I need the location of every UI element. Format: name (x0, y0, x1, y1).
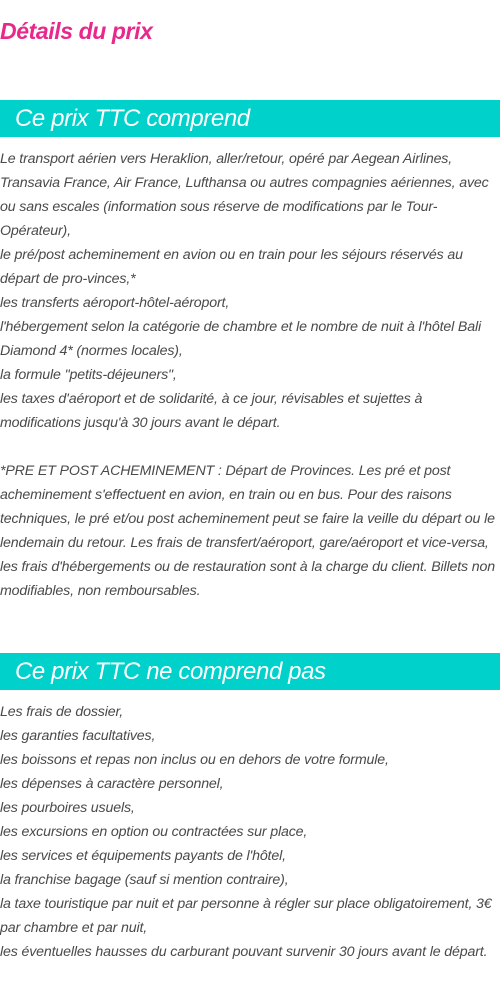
list-item: les transferts aéroport-hôtel-aéroport, (0, 295, 230, 311)
list-item: les excursions en option ou contractées sur place, (0, 824, 308, 840)
list-item: la franchise bagage (sauf si mention contraire), (0, 872, 289, 888)
acheminement-note (0, 459, 500, 603)
list-item: les services et équipements payants de l'hôtel, (0, 848, 286, 864)
list-item: l'hébergement selon la catégorie de chambre et le nombre de nuit à l'hôtel Bali Diamond 4* (normes locales), (0, 319, 481, 359)
list-item: le pré/post acheminement en avion ou en train pour les séjours réservés au départ de pro-vinces,* (0, 247, 463, 287)
note-paragraph: *PRE ET POST ACHEMINEMENT : Départ de Provinces. Les pré et post acheminement s'effectuent en avion, en train ou en bus. Pour des raisons techniques, le pré et/ou post acheminement peut se faire la veille du départ ou le lendemain du retour. Les frais de transfert/aéroport, gare/aéroport et vice-versa, les frais d'hébergements ou de restauration sont à la charge du client. Billets non modifiables, non remboursables. (0, 463, 496, 599)
includes-list (0, 147, 500, 435)
list-item: Le transport aérien vers Heraklion, aller/retour, opéré par Aegean Airlines, Transavia France, Air France, Lufthansa ou autres compagnies aériennes, avec ou sans escales (information sous réserve de modifications par le Tour-Opérateur), (0, 151, 489, 239)
list-item: la taxe touristique par nuit et par personne à régler sur place obligatoirement, 3€ par chambre et par nuit, (0, 896, 492, 936)
list-item: les éventuelles hausses du carburant pouvant survenir 30 jours avant le départ. (0, 944, 488, 960)
list-item: la formule "petits-déjeuners", (0, 367, 177, 383)
section-header-includes: Ce prix TTC comprend (0, 100, 500, 137)
list-item: les taxes d'aéroport et de solidarité, à ce jour, révisables et sujettes à modifications jusqu'à 30 jours avant le départ. (0, 391, 423, 431)
list-item: Les frais de dossier, (0, 704, 124, 720)
list-item: les boissons et repas non inclus ou en dehors de votre formule, (0, 752, 389, 768)
page-title: Détails du prix (0, 18, 153, 44)
list-item: les garanties facultatives, (0, 728, 156, 744)
list-item: les pourboires usuels, (0, 800, 135, 816)
section-header-excludes: Ce prix TTC ne comprend pas (0, 653, 500, 690)
excludes-list (0, 700, 500, 964)
list-item: les dépenses à caractère personnel, (0, 776, 224, 792)
